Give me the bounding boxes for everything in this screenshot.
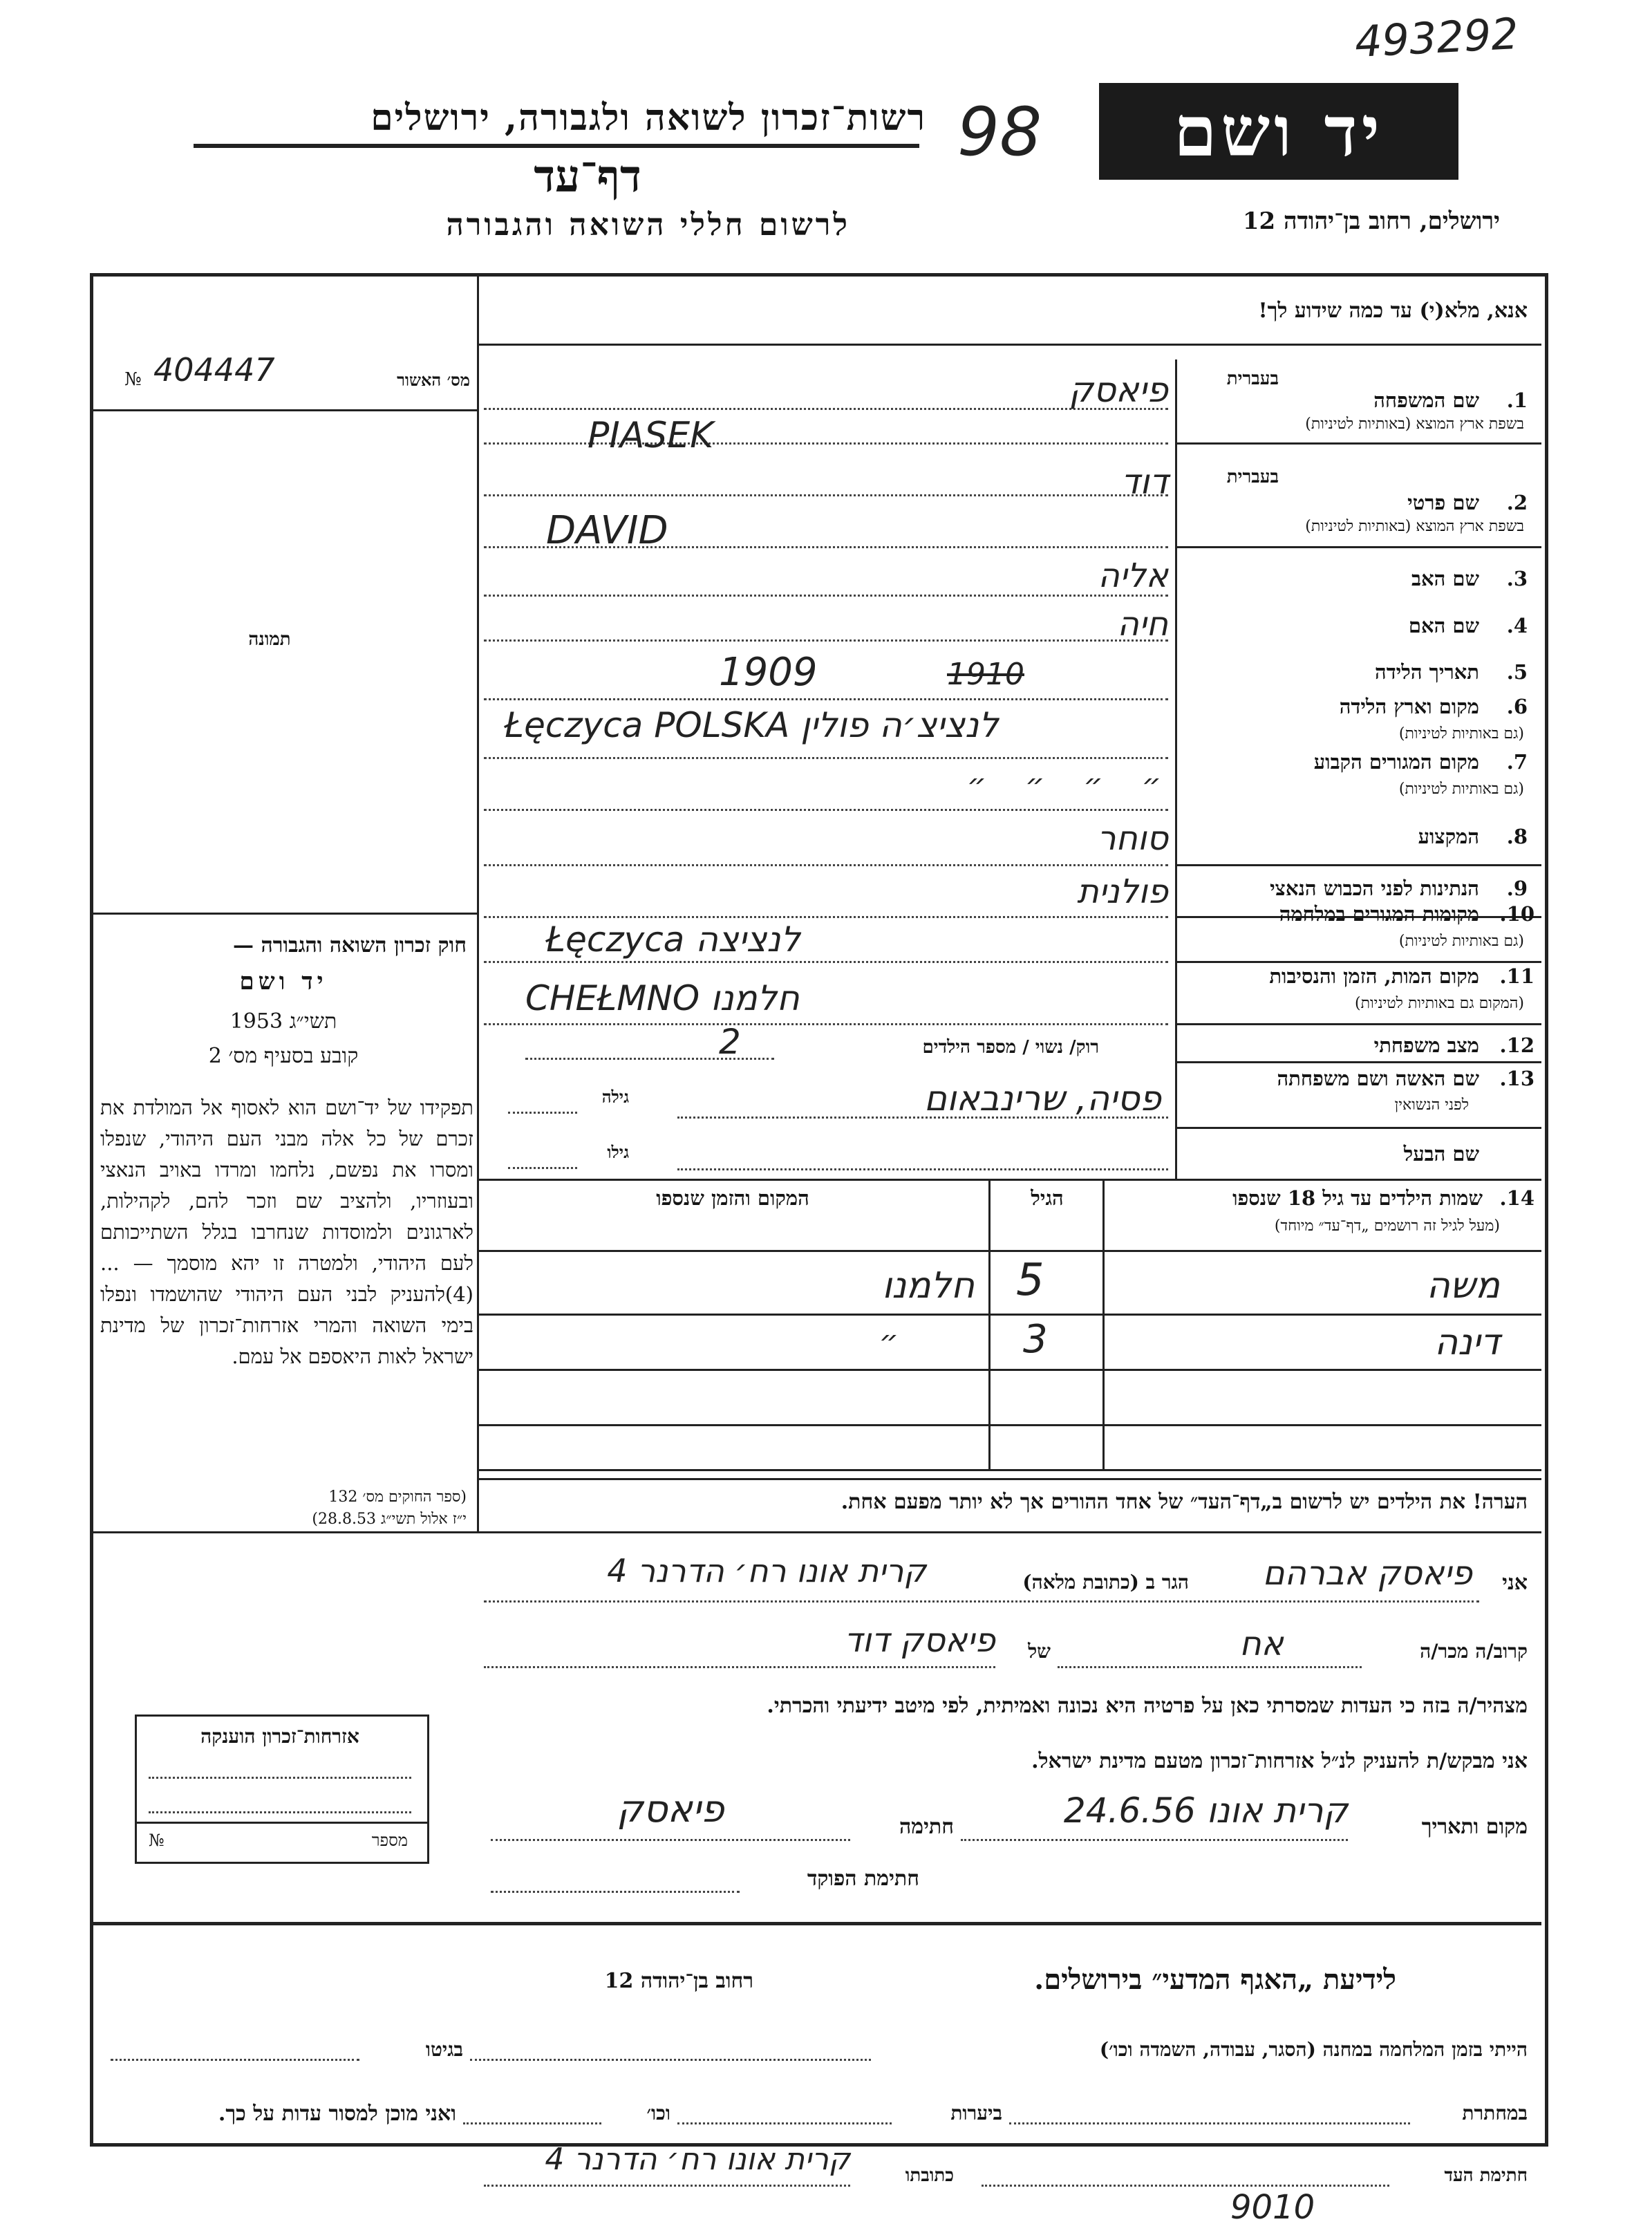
stamp-box-divider bbox=[137, 1822, 427, 1824]
value-line bbox=[484, 698, 1168, 700]
witness-prefix: אני bbox=[1502, 1571, 1528, 1595]
form-title: דף־עד bbox=[534, 151, 641, 203]
footer-title: לידיעת „האגף המדעי״ בירושלים. bbox=[1034, 1963, 1396, 1996]
stamp-box-no-sign: № bbox=[149, 1831, 165, 1850]
field-13-label: שם האשה ושם משפחתה bbox=[1277, 1067, 1479, 1090]
declaration: מצהיר/ה בזה כי העדות שמסרתי כאן על פרטיה היא נכונה ואמיתית, לפי מיטב ידיעתי והכרתי. bbox=[767, 1694, 1528, 1718]
field-3-label: שם האב bbox=[1411, 567, 1479, 590]
field-13-value: פסיה, שרינבאום bbox=[923, 1078, 1161, 1119]
field-5-label: תאריך הלידה bbox=[1375, 660, 1479, 684]
field-4-number: 4. bbox=[1506, 614, 1528, 637]
children-header: שמות הילדים עד גיל 18 שנספו bbox=[1232, 1186, 1483, 1210]
signature-label: חתימה bbox=[899, 1815, 954, 1839]
field-13-line bbox=[677, 1116, 1168, 1119]
child-2-name: דינה bbox=[1434, 1322, 1500, 1363]
row-divider bbox=[1175, 961, 1541, 963]
org-underline bbox=[194, 144, 919, 148]
law-title: חוק זכרון השואה והגבורה — bbox=[233, 933, 467, 957]
field-12-label: מצב משפחתי bbox=[1373, 1034, 1479, 1057]
footer-forests-blank bbox=[677, 2122, 892, 2124]
field-12-options: רוק/ נשוי / מספר הילדים bbox=[922, 1037, 1099, 1058]
footer-witness-signature: חתימת העד bbox=[1444, 2165, 1528, 2186]
children-row-divider bbox=[477, 1369, 1541, 1371]
field-7-sublabel: (גם באותיות לטיניות) bbox=[1398, 781, 1524, 798]
law-clause: קובע בסעיף מס׳ 2 bbox=[208, 1044, 359, 1068]
row-divider bbox=[1175, 546, 1541, 548]
row-divider bbox=[1175, 1061, 1541, 1063]
place-date-value: קרית אונו 24.6.56 bbox=[1063, 1791, 1348, 1831]
photo-label: תמונה bbox=[248, 629, 291, 650]
law-reference-date: י״ז אלול תשי״ג 28.8.53) bbox=[312, 1511, 467, 1528]
confirmation-label: מס׳ האשור bbox=[397, 370, 470, 390]
footer-address-line bbox=[484, 2185, 850, 2187]
footer-ready: ואני מוכן למסור עדות על כך. bbox=[218, 2102, 456, 2126]
form-subtitle: לרשום חללי השואה והגבורה bbox=[446, 207, 850, 243]
stamp-box-line bbox=[149, 1777, 411, 1779]
field-1-value-hebrew: פיאסק bbox=[1069, 370, 1168, 410]
officer-signature-line bbox=[491, 1891, 740, 1893]
field-5-value: 1909 bbox=[719, 650, 818, 695]
row-divider bbox=[1175, 1023, 1541, 1025]
field-8-number: 8. bbox=[1506, 825, 1528, 848]
field-1-value-latin: PIASEK bbox=[588, 415, 714, 456]
footer-ready-blank bbox=[463, 2122, 601, 2124]
field-9-label: הנתינות לפני הכבוש הנאצי bbox=[1270, 877, 1479, 900]
field-10-sublabel: (גם באותיות לטיניות) bbox=[1398, 933, 1524, 950]
child-1-age: 5 bbox=[1016, 1255, 1044, 1306]
left-column-divider bbox=[477, 277, 479, 1531]
footer-camp-line: הייתי בזמן המלחמה במחנה (הסגר, עבודה, השמדה וכו׳) bbox=[1099, 2038, 1528, 2061]
field-1-sublabel: בשפת ארץ המוצא (באותיות לטיניות) bbox=[1305, 415, 1524, 433]
field-4-label: שם האם bbox=[1408, 614, 1479, 637]
footer-etc: וכו׳ bbox=[646, 2102, 670, 2124]
law-logo: יד ושם bbox=[239, 968, 328, 996]
of-value: פיאסק דוד bbox=[844, 1621, 995, 1660]
row-divider bbox=[477, 1179, 1541, 1181]
husband-label: שם הבעל bbox=[1403, 1142, 1479, 1166]
field-3-value: אליה bbox=[1098, 557, 1168, 595]
law-text: תפקידו של יד־ושם הוא לאסוף אל המולדת את זכרם של כל אלה מבני העם היהודי, שנפלו ומסרו את נפשם, נלחמו ומרדו באויב הנאצי ובעוזריו, ולהציב שם וזכר להם, לקהילות, לארגונים ולמוסדות שנחרבו בגלל השתייכותם לעם היהודי, ולמטרה זו יהא מוסמך — ...(4)להעניק לבני העם היהודי שהושמדו ונפלו בימי השואה והמרי אזרחות־זכרון של מדינת ישראל לאות היאספם אל עמם. bbox=[100, 1096, 473, 1368]
law-reference: (ספר החוקים מס׳ 132 bbox=[328, 1488, 467, 1506]
child-2-place: ״ bbox=[879, 1324, 899, 1359]
law-year: תשי״ג 1953 bbox=[229, 1009, 337, 1034]
note-top bbox=[477, 1478, 1541, 1480]
field-2-sublabel: בשפת ארץ המוצא (באותיות לטיניות) bbox=[1305, 518, 1524, 535]
label-column-divider bbox=[1175, 359, 1177, 1179]
field-5-struck-value: 1910 bbox=[947, 657, 1024, 692]
value-line bbox=[484, 809, 1168, 811]
field-12-number: 12. bbox=[1499, 1034, 1534, 1057]
signature-value: פיאסק bbox=[617, 1787, 724, 1831]
row-divider bbox=[1175, 864, 1541, 866]
confirmation-value: 404447 bbox=[153, 351, 275, 389]
value-line bbox=[484, 916, 1168, 918]
footer-divider bbox=[93, 1922, 1541, 1925]
archive-number: 493292 bbox=[1353, 8, 1520, 68]
fill-request: אנא, מלא(י) עד כמה שידוע לך! bbox=[1258, 299, 1528, 323]
field-11-sublabel: (המקום גם באותיות לטיניות) bbox=[1355, 995, 1524, 1012]
relation-line bbox=[1058, 1666, 1362, 1668]
footer-address-label: כתובתו bbox=[905, 2165, 954, 2186]
relative-label: קרוב/ה מכר/ה bbox=[1420, 1640, 1528, 1663]
field-5-number: 5. bbox=[1506, 660, 1528, 684]
field-3-number: 3. bbox=[1506, 567, 1528, 590]
field-2-label: שם פרטי bbox=[1407, 491, 1479, 514]
field-1-label: שם המשפחה bbox=[1373, 389, 1479, 412]
citizenship-request: אני מבקש/ת להעניק לנ״ל אזרחות־זכרון מטעם מדינת ישראל. bbox=[1031, 1749, 1528, 1773]
husband-age-line bbox=[508, 1167, 577, 1169]
field-7-value: ״ ״ ״ ״ bbox=[966, 767, 1161, 803]
footer-hiding-blank bbox=[1009, 2122, 1410, 2124]
witness-name: פיאסק אברהם bbox=[1262, 1554, 1472, 1593]
wife-age-label: גילה bbox=[601, 1087, 629, 1107]
institution-address: ירושלים, רחוב בן־יהודה 12 bbox=[1242, 207, 1500, 235]
children-number: 14. bbox=[1499, 1186, 1534, 1210]
field-6-sublabel: (גם באותיות לטיניות) bbox=[1398, 725, 1524, 742]
children-header-divider bbox=[477, 1250, 1541, 1252]
footer-ghetto-blank bbox=[111, 2059, 359, 2061]
witness-resident-label: הגר ב (כתובת מלאה) bbox=[1022, 1571, 1189, 1594]
husband-age-label: גילו bbox=[607, 1142, 629, 1162]
field-1-hebrew-tag: בעברית bbox=[1226, 368, 1279, 389]
confirmation-no-sign: № bbox=[124, 369, 142, 390]
row-divider bbox=[1175, 1127, 1541, 1129]
field-1-number: 1. bbox=[1506, 389, 1528, 412]
of-label: של bbox=[1028, 1640, 1051, 1663]
children-note: (מעל לגיל זה רושמים „דף־עד״ מיוחד) bbox=[1274, 1217, 1500, 1235]
org-name: רשות־זכרון לשואה ולגבורה, ירושלים bbox=[370, 97, 926, 139]
field-10-number: 10. bbox=[1499, 902, 1534, 926]
value-line bbox=[484, 757, 1168, 759]
confirmation-divider bbox=[93, 409, 477, 411]
child-2-age: 3 bbox=[1023, 1317, 1048, 1362]
value-line bbox=[484, 442, 1168, 445]
children-age-header: הגיל bbox=[1031, 1186, 1064, 1210]
children-table-bottom bbox=[477, 1469, 1541, 1471]
relation-value: אח bbox=[1239, 1625, 1284, 1663]
field-11-label: מקום המות, הזמן והנסיבות bbox=[1269, 964, 1479, 988]
field-12-value: 2 bbox=[719, 1022, 741, 1062]
footer-witness-sig-line bbox=[982, 2185, 1389, 2187]
stamp-box-line bbox=[149, 1811, 411, 1813]
field-6-value: Łęczyca POLSKA לנציצ׳ה פולין bbox=[505, 705, 999, 745]
note-bottom bbox=[93, 1531, 1541, 1533]
footer-forests: ביערות bbox=[950, 2102, 1002, 2124]
note-line: הערה! את הילדים יש לרשום ב„דף־העד״ של אחד ההורים אך לא יותר מפעם אחת. bbox=[841, 1490, 1528, 1514]
field-2-hebrew-tag: בעברית bbox=[1226, 467, 1279, 487]
field-2-number: 2. bbox=[1506, 491, 1528, 514]
witness-address: קרית אונו רח׳ הדרנר 4 bbox=[607, 1552, 926, 1589]
signature-line bbox=[491, 1839, 850, 1841]
place-date-label: מקום ותאריך bbox=[1421, 1815, 1528, 1839]
stamp-box-number-label: מספר bbox=[371, 1831, 408, 1850]
field-6-label: מקום וארץ הלידה bbox=[1339, 695, 1479, 718]
value-line bbox=[484, 961, 1168, 963]
field-7-label: מקום המגורים הקבוע bbox=[1313, 750, 1479, 774]
value-line bbox=[484, 864, 1168, 866]
yad-vashem-logo: יד ושם bbox=[1099, 83, 1458, 180]
children-place-header: המקום והזמן שנספו bbox=[656, 1186, 809, 1210]
children-row-divider bbox=[477, 1314, 1541, 1316]
field-8-label: המקצוע bbox=[1418, 825, 1479, 848]
row-divider bbox=[1175, 442, 1541, 445]
field-2-value-hebrew: דוד bbox=[1120, 462, 1168, 502]
field-2-value-latin: DAVID bbox=[546, 508, 668, 553]
stamp-box-title: אזרחות־זכרון הוענקה bbox=[200, 1725, 359, 1748]
page-number: 98 bbox=[957, 93, 1042, 171]
footer-address: רחוב בן־יהודה 12 bbox=[604, 1969, 753, 1993]
field-11-value: CHEŁMNO חלמנו bbox=[525, 978, 800, 1018]
field-9-number: 9. bbox=[1506, 877, 1528, 900]
husband-line bbox=[677, 1168, 1168, 1170]
field-10-value: Łęczyca לנציצה bbox=[546, 919, 800, 960]
request-divider bbox=[477, 344, 1541, 346]
field-13-number: 13. bbox=[1499, 1067, 1534, 1090]
field-10-label: מקומות המגורים במלחמה bbox=[1279, 902, 1479, 926]
place-date-line bbox=[961, 1839, 1348, 1841]
footer-bottom-mark: 9010 bbox=[1230, 2188, 1315, 2227]
wife-age-line bbox=[508, 1112, 577, 1114]
child-1-place: חלמנו bbox=[882, 1265, 975, 1307]
field-9-value: פולנית bbox=[1077, 872, 1168, 911]
field-4-value: חיה bbox=[1117, 605, 1168, 644]
field-7-number: 7. bbox=[1506, 750, 1528, 774]
officer-signature-label: חתימת הפוקד bbox=[807, 1867, 919, 1891]
field-8-value: סוחר bbox=[1097, 819, 1168, 858]
photo-bottom bbox=[93, 913, 477, 915]
value-line bbox=[484, 1023, 1168, 1025]
of-line bbox=[484, 1666, 995, 1668]
footer-address-value: קרית אונו רח׳ הדרנר 4 bbox=[545, 2142, 850, 2177]
field-6-number: 6. bbox=[1506, 695, 1528, 718]
footer-ghetto: בגיטו bbox=[425, 2038, 463, 2061]
child-1-name: משה bbox=[1426, 1265, 1500, 1307]
witness-line bbox=[484, 1600, 1479, 1603]
field-11-number: 11. bbox=[1499, 964, 1534, 988]
footer-camp-blank bbox=[470, 2059, 871, 2061]
field-13-sublabel: לפני הנשואין bbox=[1394, 1096, 1469, 1114]
children-row-divider bbox=[477, 1424, 1541, 1426]
footer-hiding: במחתרת bbox=[1462, 2102, 1528, 2124]
